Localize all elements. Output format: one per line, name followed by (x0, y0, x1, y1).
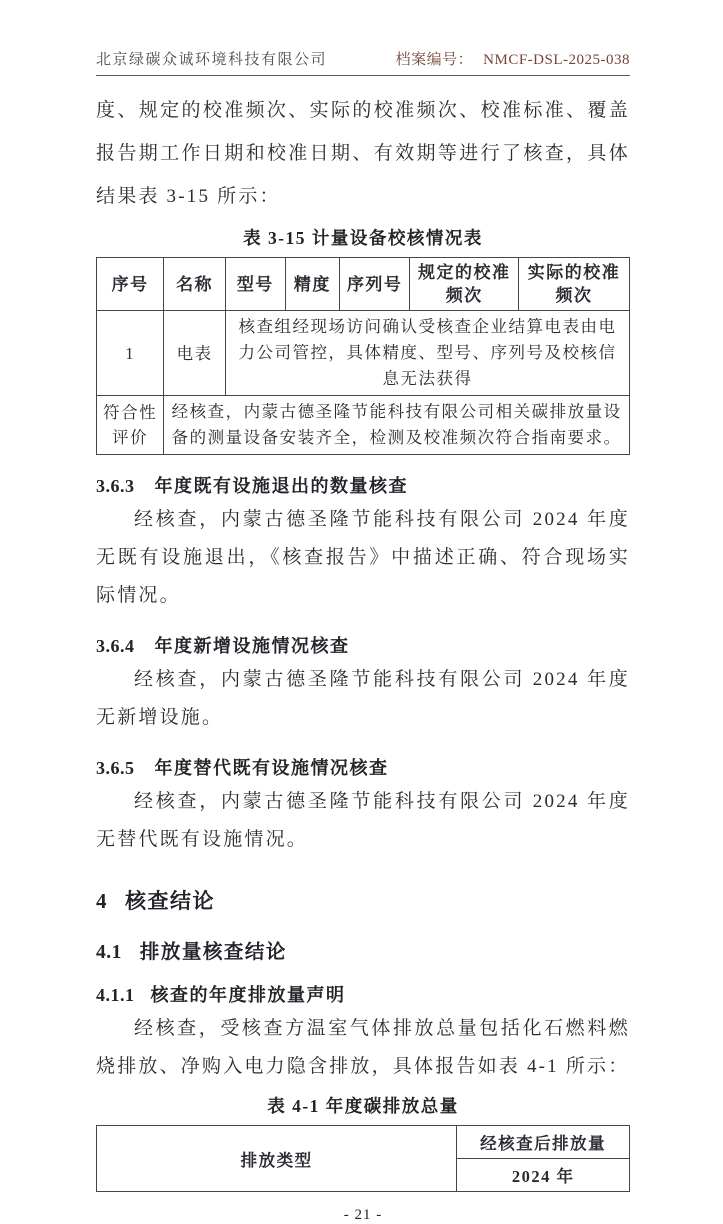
col-header-precision: 精度 (285, 258, 339, 311)
section-body-3-6-3: 经核查，内蒙古德圣隆节能科技有限公司 2024 年度无既有设施退出，《核查报告》中描述正确、符合现场实际情况。 (96, 509, 630, 606)
cell-conformity-label: 符合性评价 (97, 396, 164, 455)
table-row (97, 1126, 630, 1159)
section-number: 4.1 (96, 942, 122, 963)
cell-device-note: 核查组经现场访问确认受核查企业结算电表由电力公司管控，具体精度、型号、序列号及校核信息无法获得 (225, 311, 629, 396)
page-number: - 21 - (343, 1207, 383, 1223)
archive-value: NMCF-DSL-2025-038 (483, 52, 630, 68)
section-number: 3.6.4 (96, 636, 135, 656)
col-header-model: 型号 (225, 258, 285, 311)
page-header (96, 0, 630, 76)
section-number: 4.1.1 (96, 985, 135, 1005)
archive-label: 档案编号： (395, 52, 474, 68)
table-4-1 (96, 1125, 630, 1192)
col-header-name: 名称 (164, 258, 226, 311)
section-title: 年度既有设施退出的数量核查 (154, 476, 408, 496)
col-header-required-freq: 规定的校准频次 (410, 258, 519, 311)
section-title: 年度新增设施情况核查 (154, 636, 350, 656)
cell-conformity-note: 经核查，内蒙古德圣隆节能科技有限公司相关碳排放量设备的测量设备安装齐全，检测及校准频次符合指南要求。 (164, 396, 630, 455)
section-number: 3.6.3 (96, 476, 135, 496)
chapter-title: 核查结论 (125, 889, 215, 913)
cell-verified-emission-header: 经核查后排放量 (457, 1126, 630, 1159)
col-header-actual-freq: 实际的校准频次 (519, 258, 630, 311)
section-body-3-6-4: 经核查，内蒙古德圣隆节能科技有限公司 2024 年度无新增设施。 (96, 669, 630, 728)
col-header-seq: 序号 (97, 258, 164, 311)
cell-name: 电表 (164, 311, 226, 396)
section-title: 核查的年度排放量声明 (150, 985, 346, 1005)
table-row (97, 258, 630, 311)
cell-year-header: 2024 年 (457, 1159, 630, 1192)
section-heading-4-1-1 (96, 981, 630, 1007)
section-title: 排放量核查结论 (139, 942, 287, 963)
section-heading-3-6-5 (96, 754, 630, 780)
table-row (97, 311, 630, 396)
intro-paragraph: 度、规定的校准频次、实际的校准频次、校准标准、覆盖报告期工作日期和校准日期、有效期等进行了核查，具体结果表 3-15 所示： (96, 100, 630, 207)
header-company-name: 北京绿碳众诚环境科技有限公司 (96, 52, 328, 68)
table-row (97, 396, 630, 455)
table-3-15 (96, 257, 630, 455)
header-archive-number (396, 48, 630, 69)
cell-emission-type-header: 排放类型 (97, 1126, 457, 1192)
table-4-1-caption: 表 4-1 年度碳排放总量 (267, 1096, 459, 1116)
section-body-3-6-5: 经核查，内蒙古德圣隆节能科技有限公司 2024 年度无替代既有设施情况。 (96, 791, 630, 850)
section-heading-4-1 (96, 936, 630, 964)
table-3-15-caption: 表 3-15 计量设备校核情况表 (243, 228, 483, 248)
section-title: 年度替代既有设施情况核查 (154, 758, 389, 778)
section-number: 3.6.5 (96, 758, 135, 778)
section-heading-3-6-4 (96, 632, 630, 658)
cell-seq: 1 (97, 311, 164, 396)
chapter-number: 4 (96, 889, 107, 913)
col-header-serial: 序列号 (340, 258, 410, 311)
chapter-heading-4 (96, 885, 630, 915)
section-body-4-1-1: 经核查，受核查方温室气体排放总量包括化石燃料燃烧排放、净购入电力隐含排放，具体报告如表 4-1 所示： (96, 1018, 630, 1077)
section-heading-3-6-3 (96, 472, 630, 498)
